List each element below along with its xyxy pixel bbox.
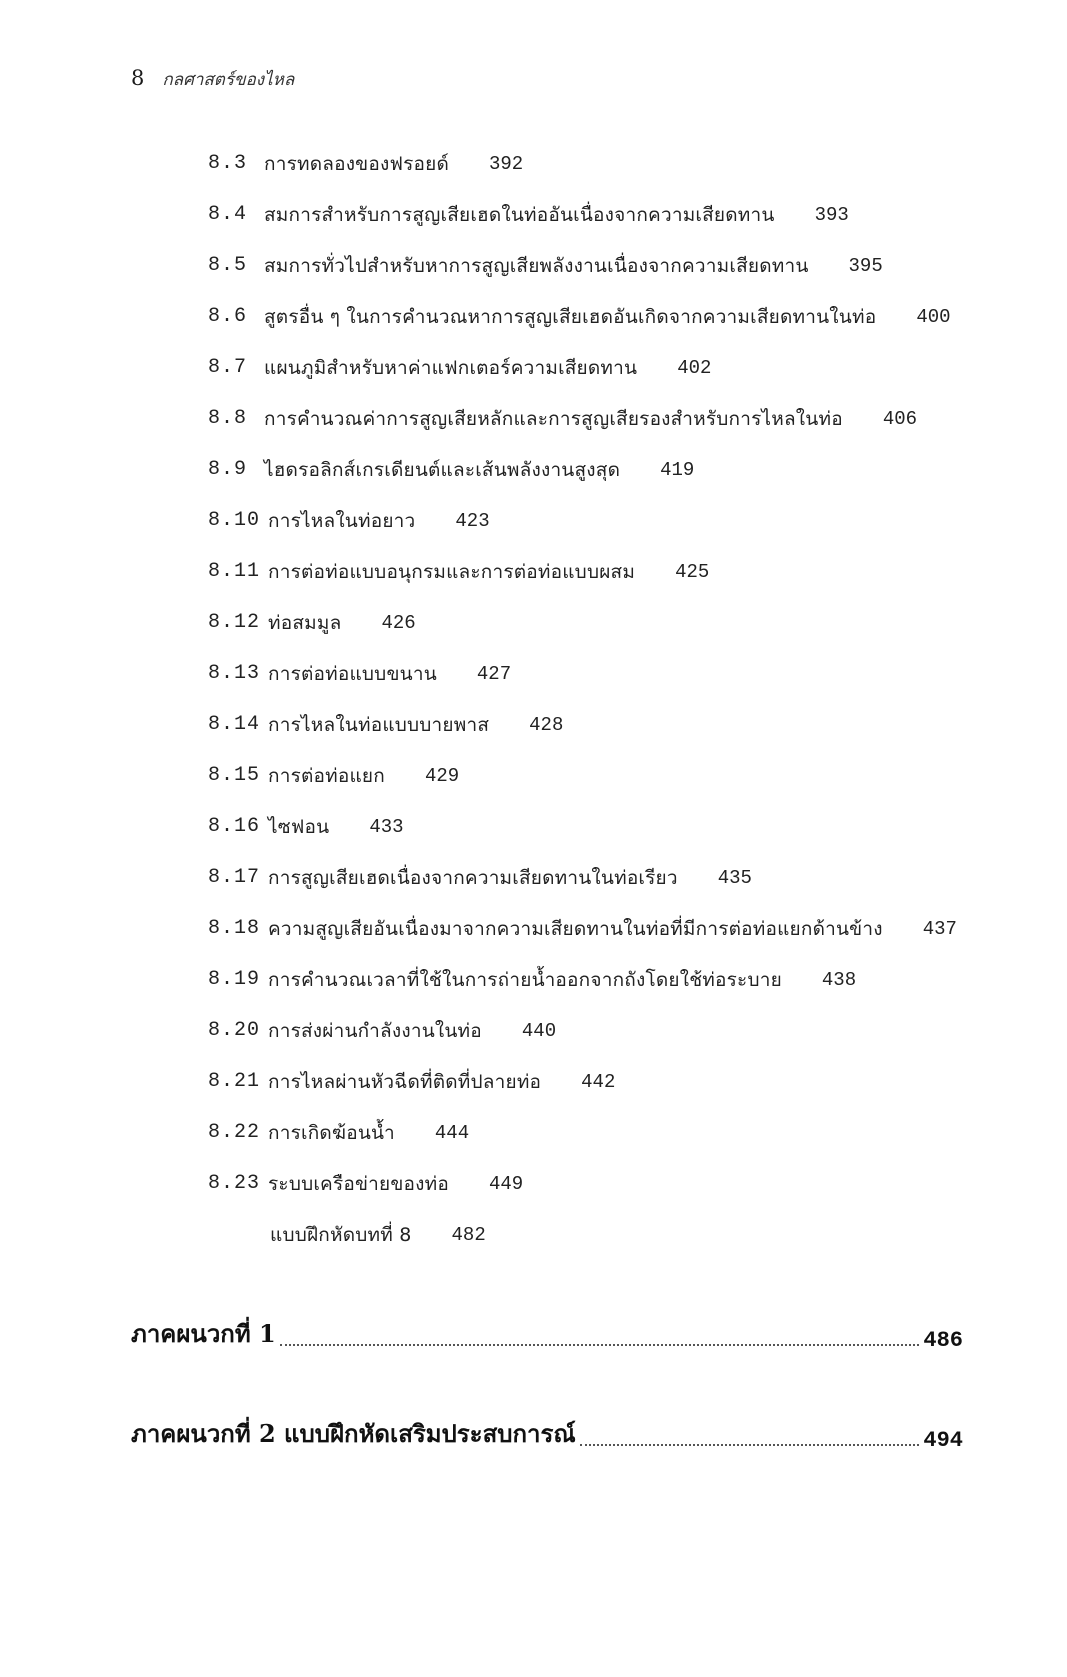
toc-entry — [208, 240, 1008, 291]
toc-entry-number: 8.6 — [208, 305, 248, 328]
toc-entry-page: 449 — [488, 1172, 524, 1195]
appendix-label: ภาคผนวกที่ 2 แบบฝึกหัดเสริมประสบการณ์ — [131, 1419, 576, 1448]
toc-entry-number: 8.4 — [208, 203, 248, 226]
toc-entry-number: 8.8 — [208, 407, 248, 430]
toc-entry-number: 8.10 — [208, 509, 261, 532]
appendix-page: 486 — [923, 1328, 963, 1353]
toc-entry-number: 8.17 — [208, 866, 261, 889]
toc-entry-number: 8.13 — [208, 662, 261, 685]
dot-leader — [580, 1442, 920, 1446]
toc-entry-number: 8.7 — [208, 356, 248, 379]
toc-entry-page: 392 — [489, 152, 524, 175]
toc-entry-title: การไหลในท่อแบบบายพาส — [268, 713, 490, 736]
toc-entry — [208, 648, 1008, 699]
toc-entry-page: 426 — [381, 611, 416, 634]
toc-entry-title: การทดลองของฟรอยด์ — [264, 152, 449, 175]
toc-entry — [208, 1158, 1008, 1209]
toc-entry-page: 444 — [434, 1121, 470, 1144]
toc-entry-number: 8.21 — [208, 1070, 261, 1093]
toc-entry-page: 433 — [369, 815, 404, 838]
toc-entry — [208, 138, 1008, 189]
toc-entry-page: 435 — [717, 866, 752, 889]
toc-entry-title: การคำนวณค่าการสูญเสียหลักและการสูญเสียรองสำหรับการไหลในท่อ — [264, 407, 843, 430]
toc-entry-page: 400 — [916, 305, 951, 328]
toc-entry-title: สูตรอื่น ๆ ในการคำนวณหาการสูญเสียเฮดอันเกิดจากความเสียดทานในท่อ — [264, 305, 877, 328]
appendix-page: 494 — [923, 1428, 963, 1453]
toc-entry-page: 393 — [814, 203, 849, 226]
toc-entry-page: 395 — [848, 254, 883, 277]
toc-entry-page: 442 — [581, 1070, 616, 1093]
toc-entry-title: การเกิดฆ้อนน้ำ — [268, 1121, 395, 1144]
toc-entry-title: การต่อท่อแยก — [268, 764, 385, 787]
appendix-1-entry — [131, 1314, 963, 1353]
toc-entry-title: การส่งผ่านกำลังงานในท่อ — [268, 1019, 482, 1042]
page-header — [131, 66, 294, 96]
toc-entry-number: 8.15 — [208, 764, 261, 787]
toc-entry — [208, 291, 1008, 342]
toc-entry-number: 8.9 — [208, 458, 248, 481]
dot-leader — [280, 1342, 920, 1346]
toc-entry — [208, 750, 1008, 801]
toc-entry-title: การไหลในท่อยาว — [268, 509, 416, 532]
toc-entry-page: 437 — [922, 917, 957, 940]
running-title: กลศาสตร์ของไหล — [162, 70, 295, 90]
toc-entry-page: 438 — [821, 968, 857, 991]
toc-entry-number: 8.20 — [208, 1019, 261, 1042]
toc-entry-number: 8.18 — [208, 917, 261, 940]
toc-entry — [208, 954, 1008, 1005]
toc-entry-number: 8.12 — [208, 611, 261, 634]
toc-entry-page: 427 — [476, 662, 512, 685]
toc-entry — [208, 699, 1008, 750]
toc-entry-number: 8.5 — [208, 254, 248, 277]
toc-entry-number: 8.16 — [208, 815, 261, 838]
toc-entry — [208, 903, 1008, 954]
toc-entry-title: แผนภูมิสำหรับหาค่าแฟกเตอร์ความเสียดทาน — [264, 356, 638, 379]
toc-exercise-entry — [208, 1209, 1008, 1260]
toc-entry-title: ความสูญเสียอันเนื่องมาจากความเสียดทานในท่อที่มีการต่อท่อแยกด้านข้าง — [268, 917, 883, 940]
toc-entry — [208, 597, 1008, 648]
toc-entry — [208, 546, 1008, 597]
toc-entry — [208, 1107, 1008, 1158]
toc-entry-page: 429 — [424, 764, 460, 787]
toc-entry-title: การไหลผ่านหัวฉีดที่ติดที่ปลายท่อ — [268, 1070, 542, 1093]
toc-entry-page: 440 — [521, 1019, 557, 1042]
toc-entry-title: สมการทั่วไปสำหรับหาการสูญเสียพลังงานเนื่องจากความเสียดทาน — [264, 254, 809, 277]
page-number: 8 — [131, 66, 145, 90]
toc-entry-number: 8.22 — [208, 1121, 261, 1144]
table-of-contents — [208, 138, 1008, 1260]
toc-entry — [208, 852, 1008, 903]
toc-exercise-title: แบบฝึกหัดบทที่ 8 — [270, 1223, 412, 1246]
toc-entry-number: 8.3 — [208, 152, 248, 175]
toc-entry — [208, 1005, 1008, 1056]
toc-entry-title: ไซฟอน — [268, 815, 330, 838]
appendix-2-entry — [131, 1414, 963, 1453]
toc-entry-page: 402 — [677, 356, 712, 379]
appendix-label: ภาคผนวกที่ 1 — [131, 1319, 276, 1348]
toc-entry-title: การต่อท่อแบบขนาน — [268, 662, 437, 685]
toc-entry-page: 419 — [660, 458, 695, 481]
toc-entry-page: 423 — [455, 509, 490, 532]
toc-entry-title: สมการสำหรับการสูญเสียเฮดในท่ออันเนื่องจากความเสียดทาน — [264, 203, 775, 226]
toc-entry — [208, 444, 1008, 495]
toc-entry-title: การสูญเสียเฮดเนื่องจากความเสียดทานในท่อเรียว — [268, 866, 678, 889]
toc-entry — [208, 189, 1008, 240]
toc-entry-number: 8.14 — [208, 713, 261, 736]
toc-entry-title: ระบบเครือข่ายของท่อ — [268, 1172, 449, 1195]
toc-entry — [208, 801, 1008, 852]
toc-entry-title: ไฮดรอลิกส์เกรเดียนต์และเส้นพลังงานสูงสุด — [264, 458, 621, 481]
toc-entry-number: 8.11 — [208, 560, 261, 583]
toc-entry-number: 8.19 — [208, 968, 261, 991]
toc-entry — [208, 495, 1008, 546]
toc-entry — [208, 1056, 1008, 1107]
toc-entry-number: 8.23 — [208, 1172, 261, 1195]
toc-exercise-page: 482 — [451, 1223, 486, 1246]
toc-entry — [208, 393, 1008, 444]
toc-entry — [208, 342, 1008, 393]
toc-entry-page: 428 — [529, 713, 564, 736]
toc-entry-title: การคำนวณเวลาที่ใช้ในการถ่ายน้ำออกจากถังโดยใช้ท่อระบาย — [268, 968, 782, 991]
toc-entry-title: การต่อท่อแบบอนุกรมและการต่อท่อแบบผสม — [268, 560, 636, 583]
toc-entry-page: 425 — [675, 560, 710, 583]
toc-entry-page: 406 — [882, 407, 918, 430]
toc-entry-title: ท่อสมมูล — [268, 611, 342, 634]
